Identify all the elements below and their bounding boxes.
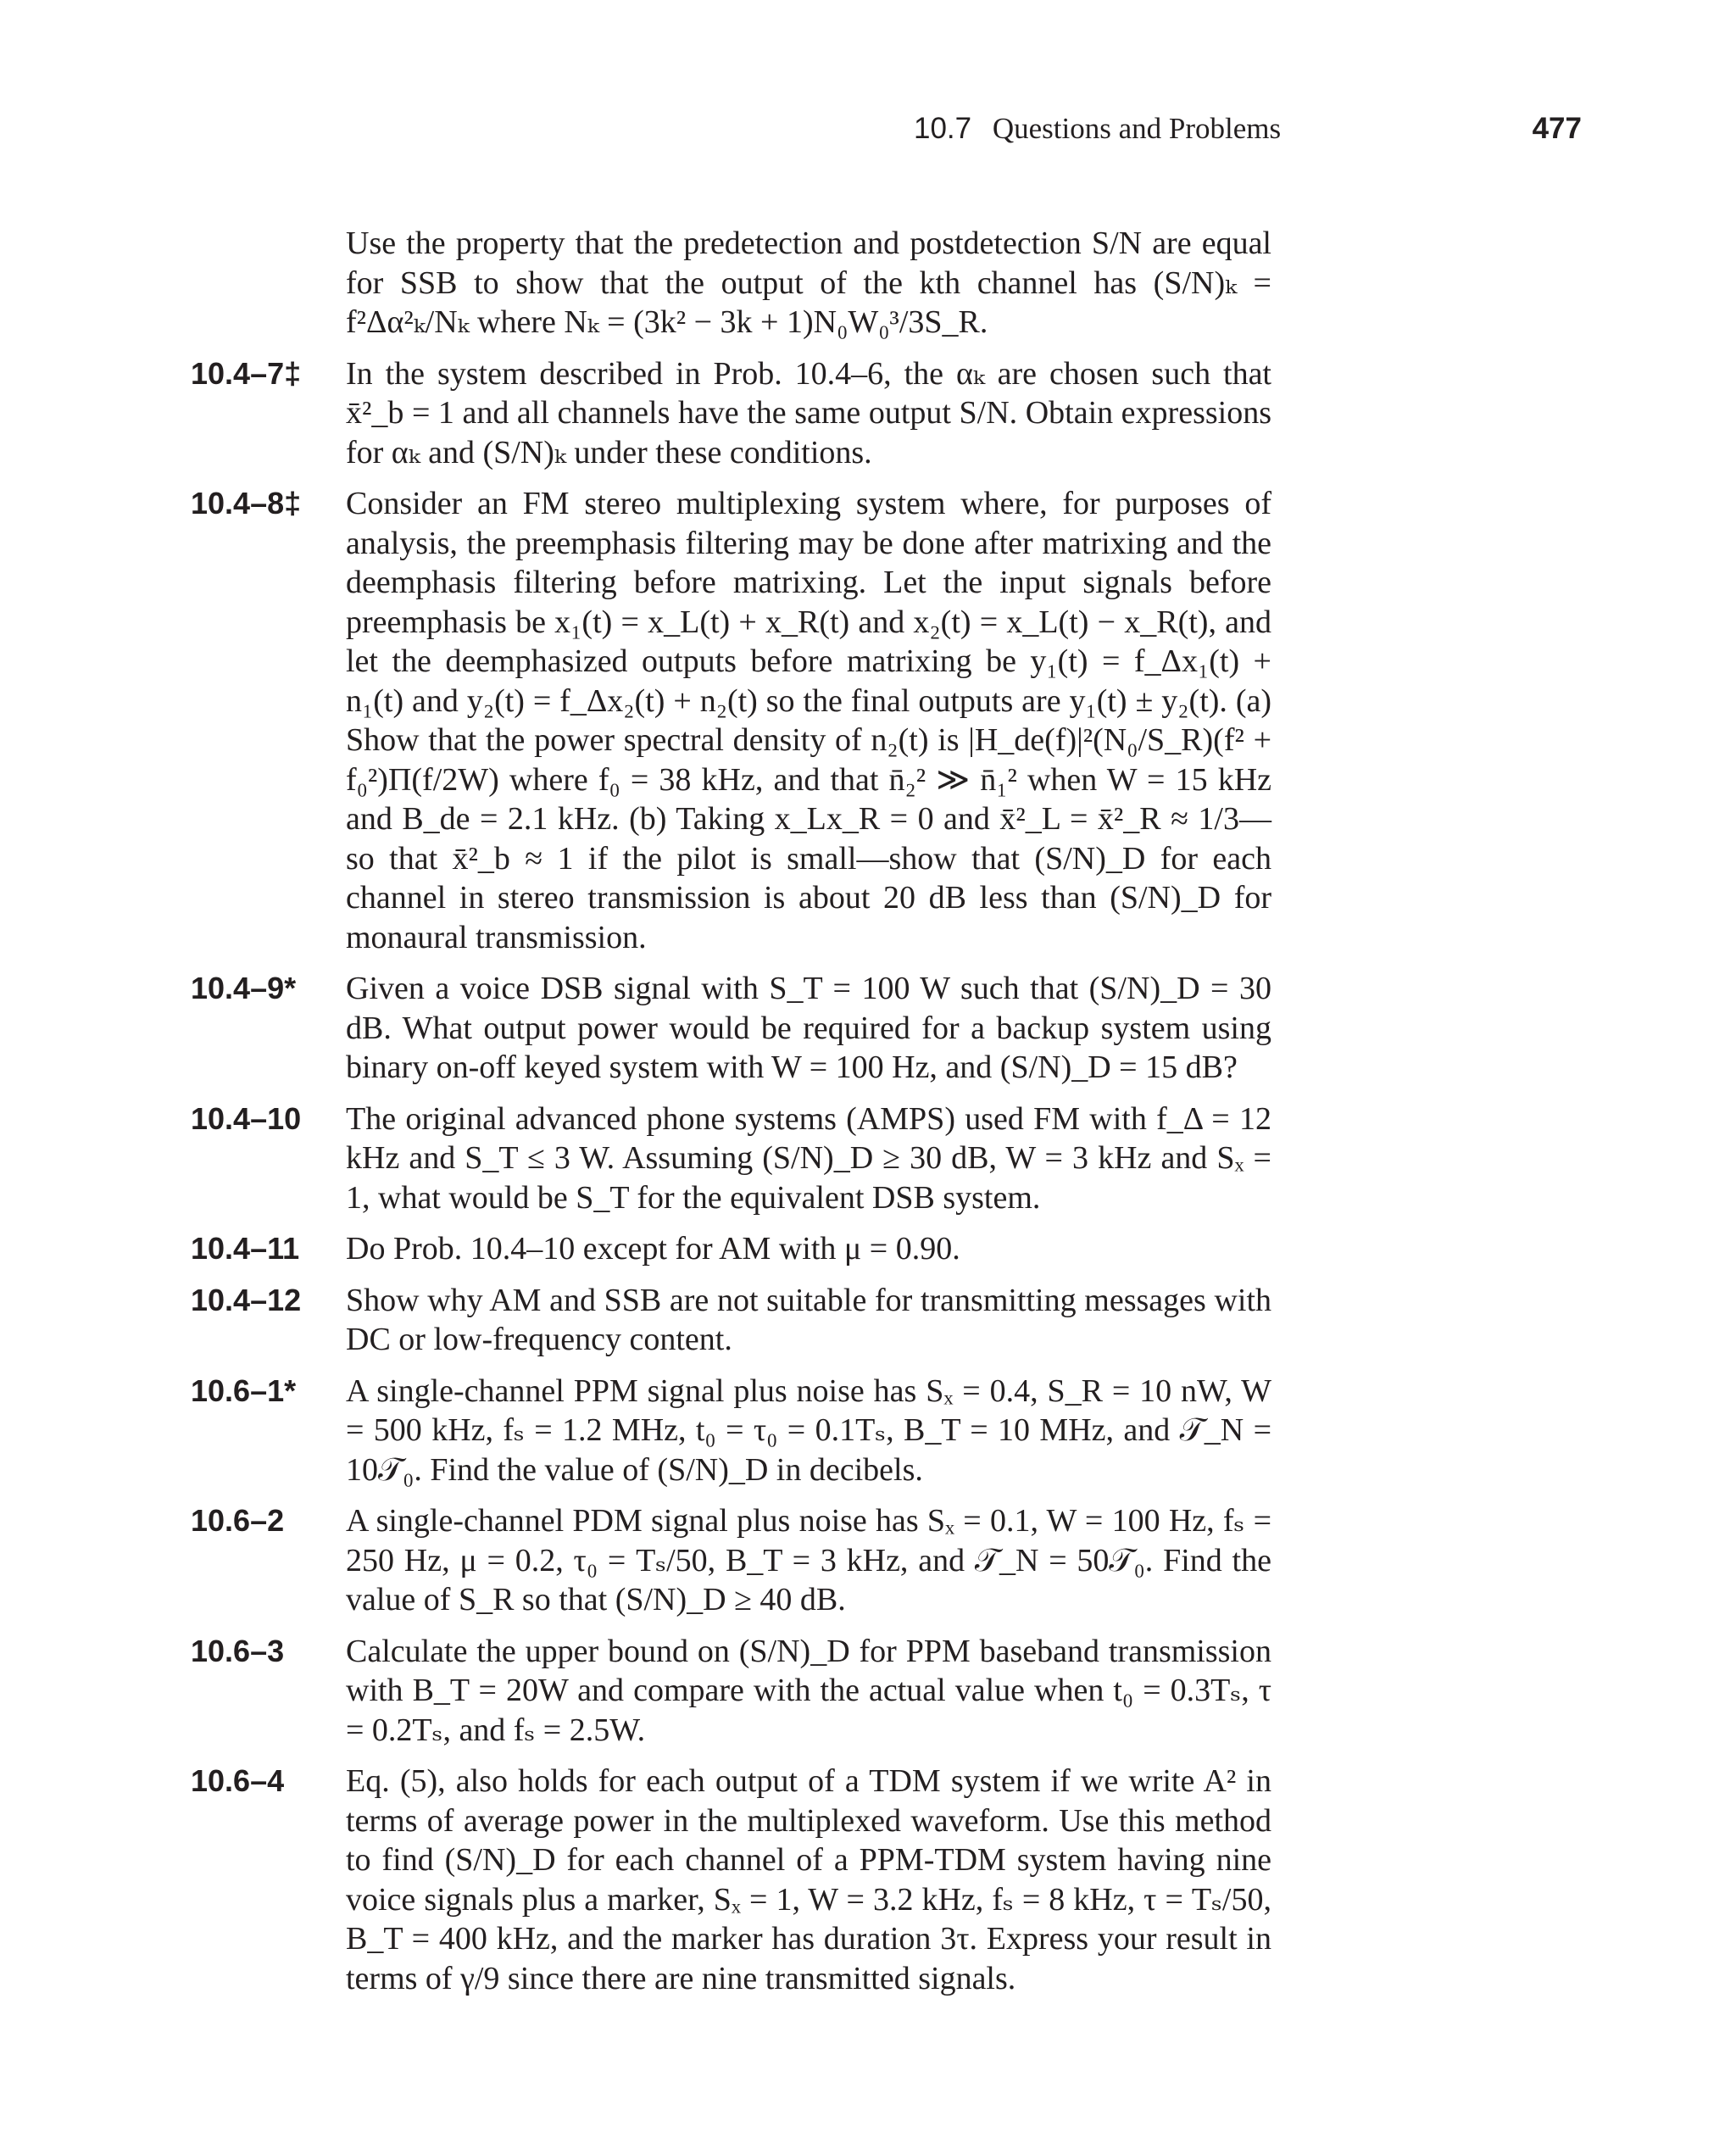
problem-text: Show why AM and SSB are not suitable for transmitting messages with DC or low-frequency content. [346, 1282, 1271, 1357]
section-number: 10.7 [914, 112, 972, 145]
problem-text: Do Prob. 10.4–10 except for AM with μ = 0.90. [346, 1231, 960, 1267]
problem-text: A single-channel PDM signal plus noise has Sₓ = 0.1, W = 100 Hz, fₛ = 250 Hz, μ = 0.2, τ₀ = Tₛ/50, B_T = 3 kHz, and 𝒯_N = 50𝒯₀. Find the value of S_R so that (S/N)_D ≥ 40 dB. [346, 1503, 1271, 1617]
problem-item [0, 1762, 1736, 1998]
problem-text: The original advanced phone systems (AMPS) used FM with f_Δ = 12 kHz and S_T ≤ 3 W. Assuming (S/N)_D ≥ 30 dB, W = 3 kHz and Sₓ = 1, what would be S_T for the equivalent DSB system. [346, 1100, 1271, 1216]
problem-item [0, 1632, 1736, 1751]
running-head [914, 109, 1583, 149]
section-title: Questions and Problems [992, 112, 1282, 145]
problem-text: Calculate the upper bound on (S/N)_D for PPM baseband transmission with B_T = 20W and compare with the actual value when t₀ = 0.3Tₛ, τ = 0.2Tₛ, and fₛ = 2.5W. [346, 1633, 1271, 1748]
problem-text: In the system described in Prob. 10.4–6, the αₖ are chosen such that x̄²_b = 1 and all channels have the same output S/N. Obtain expressions for αₖ and (S/N)ₖ under these conditions. [346, 355, 1271, 470]
problem-number: 10.4–12 [191, 1282, 302, 1317]
problem-item [0, 1229, 1736, 1269]
problem-number: 10.4–10 [191, 1100, 302, 1136]
problem-number: 10.4–8‡ [191, 486, 302, 521]
problem-number: 10.4–11 [191, 1231, 300, 1266]
problem-number: 10.4–9* [191, 971, 297, 1005]
problem-text: Use the property that the predetection and postdetection S/N are equal for SSB to show that the output of the kth channel has (S/N)ₖ = f²Δα²ₖ/Nₖ where Nₖ = (3k² − 3k + 1)N₀W₀³/3S_R. [346, 225, 1271, 340]
problem-item [0, 1281, 1736, 1360]
problem-item [0, 224, 1736, 342]
problem-item [0, 484, 1736, 957]
problem-list [0, 224, 1736, 2010]
problem-number: 10.6–2 [191, 1503, 285, 1538]
problem-number: 10.6–3 [191, 1633, 285, 1668]
problem-text: Eq. (5), also holds for each output of a TDM system if we write A² in terms of average power in the multiplexed waveform. Use this method to find (S/N)_D for each channel of a PPM-TDM system having nine voice signals plus a marker, Sₓ = 1, W = 3.2 kHz, fₛ = 8 kHz, τ = Tₛ/50, B_T = 400 kHz, and the marker has duration 3τ. Express your result in terms of γ/9 since there are nine transmitted signals. [346, 1763, 1271, 1996]
problem-number: 10.4–7‡ [191, 355, 302, 391]
problem-item [0, 1501, 1736, 1620]
problem-item [0, 969, 1736, 1088]
page-number: 477 [1532, 112, 1582, 145]
problem-text: A single-channel PPM signal plus noise has Sₓ = 0.4, S_R = 10 nW, W = 500 kHz, fₛ = 1.2 MHz, t₀ = τ₀ = 0.1Tₛ, B_T = 10 MHz, and 𝒯_N = 10𝒯₀. Find the value of (S/N)_D in decibels. [346, 1372, 1271, 1488]
problem-number: 10.6–1* [191, 1372, 297, 1408]
problem-item [0, 1100, 1736, 1218]
problem-text: Given a voice DSB signal with S_T = 100 W such that (S/N)_D = 30 dB. What output power would be required for a backup system using binary on-off keyed system with W = 100 Hz, and (S/N)_D = 15 dB? [346, 971, 1271, 1085]
problem-item [0, 1372, 1736, 1490]
problem-item [0, 354, 1736, 473]
problem-text: Consider an FM stereo multiplexing system where, for purposes of analysis, the preemphasis filtering may be done after matrixing and the deemphasis filtering before matrixing. Let the input signals before preemphasis be x₁(t) = x_L(t) + x_R(t) and x₂(t) = x_L(t) − x_R(t), and let the deemphasized outputs before matrixing be y₁(t) = f_Δx₁(t) + n₁(t) and y₂(t) = f_Δx₂(t) + n₂(t) so the final outputs are y₁(t) ± y₂(t). (a) Show that the power spectral density of n₂(t) is |H_de(f)|²(N₀/S_R)(f² + f₀²)Π(f/2W) where f₀ = 38 kHz, and that n̄₂² ≫ n̄₁² when W = 15 kHz and B_de = 2.1 kHz. (b) Taking x_Lx_R = 0 and x̄²_L = x̄²_R ≈ 1/3—so that x̄²_b ≈ 1 if the pilot is small—show that (S/N)_D for each channel in stereo transmission is about 20 dB less than (S/N)_D for monaural transmission. [346, 486, 1271, 955]
problem-number: 10.6–4 [191, 1763, 285, 1798]
